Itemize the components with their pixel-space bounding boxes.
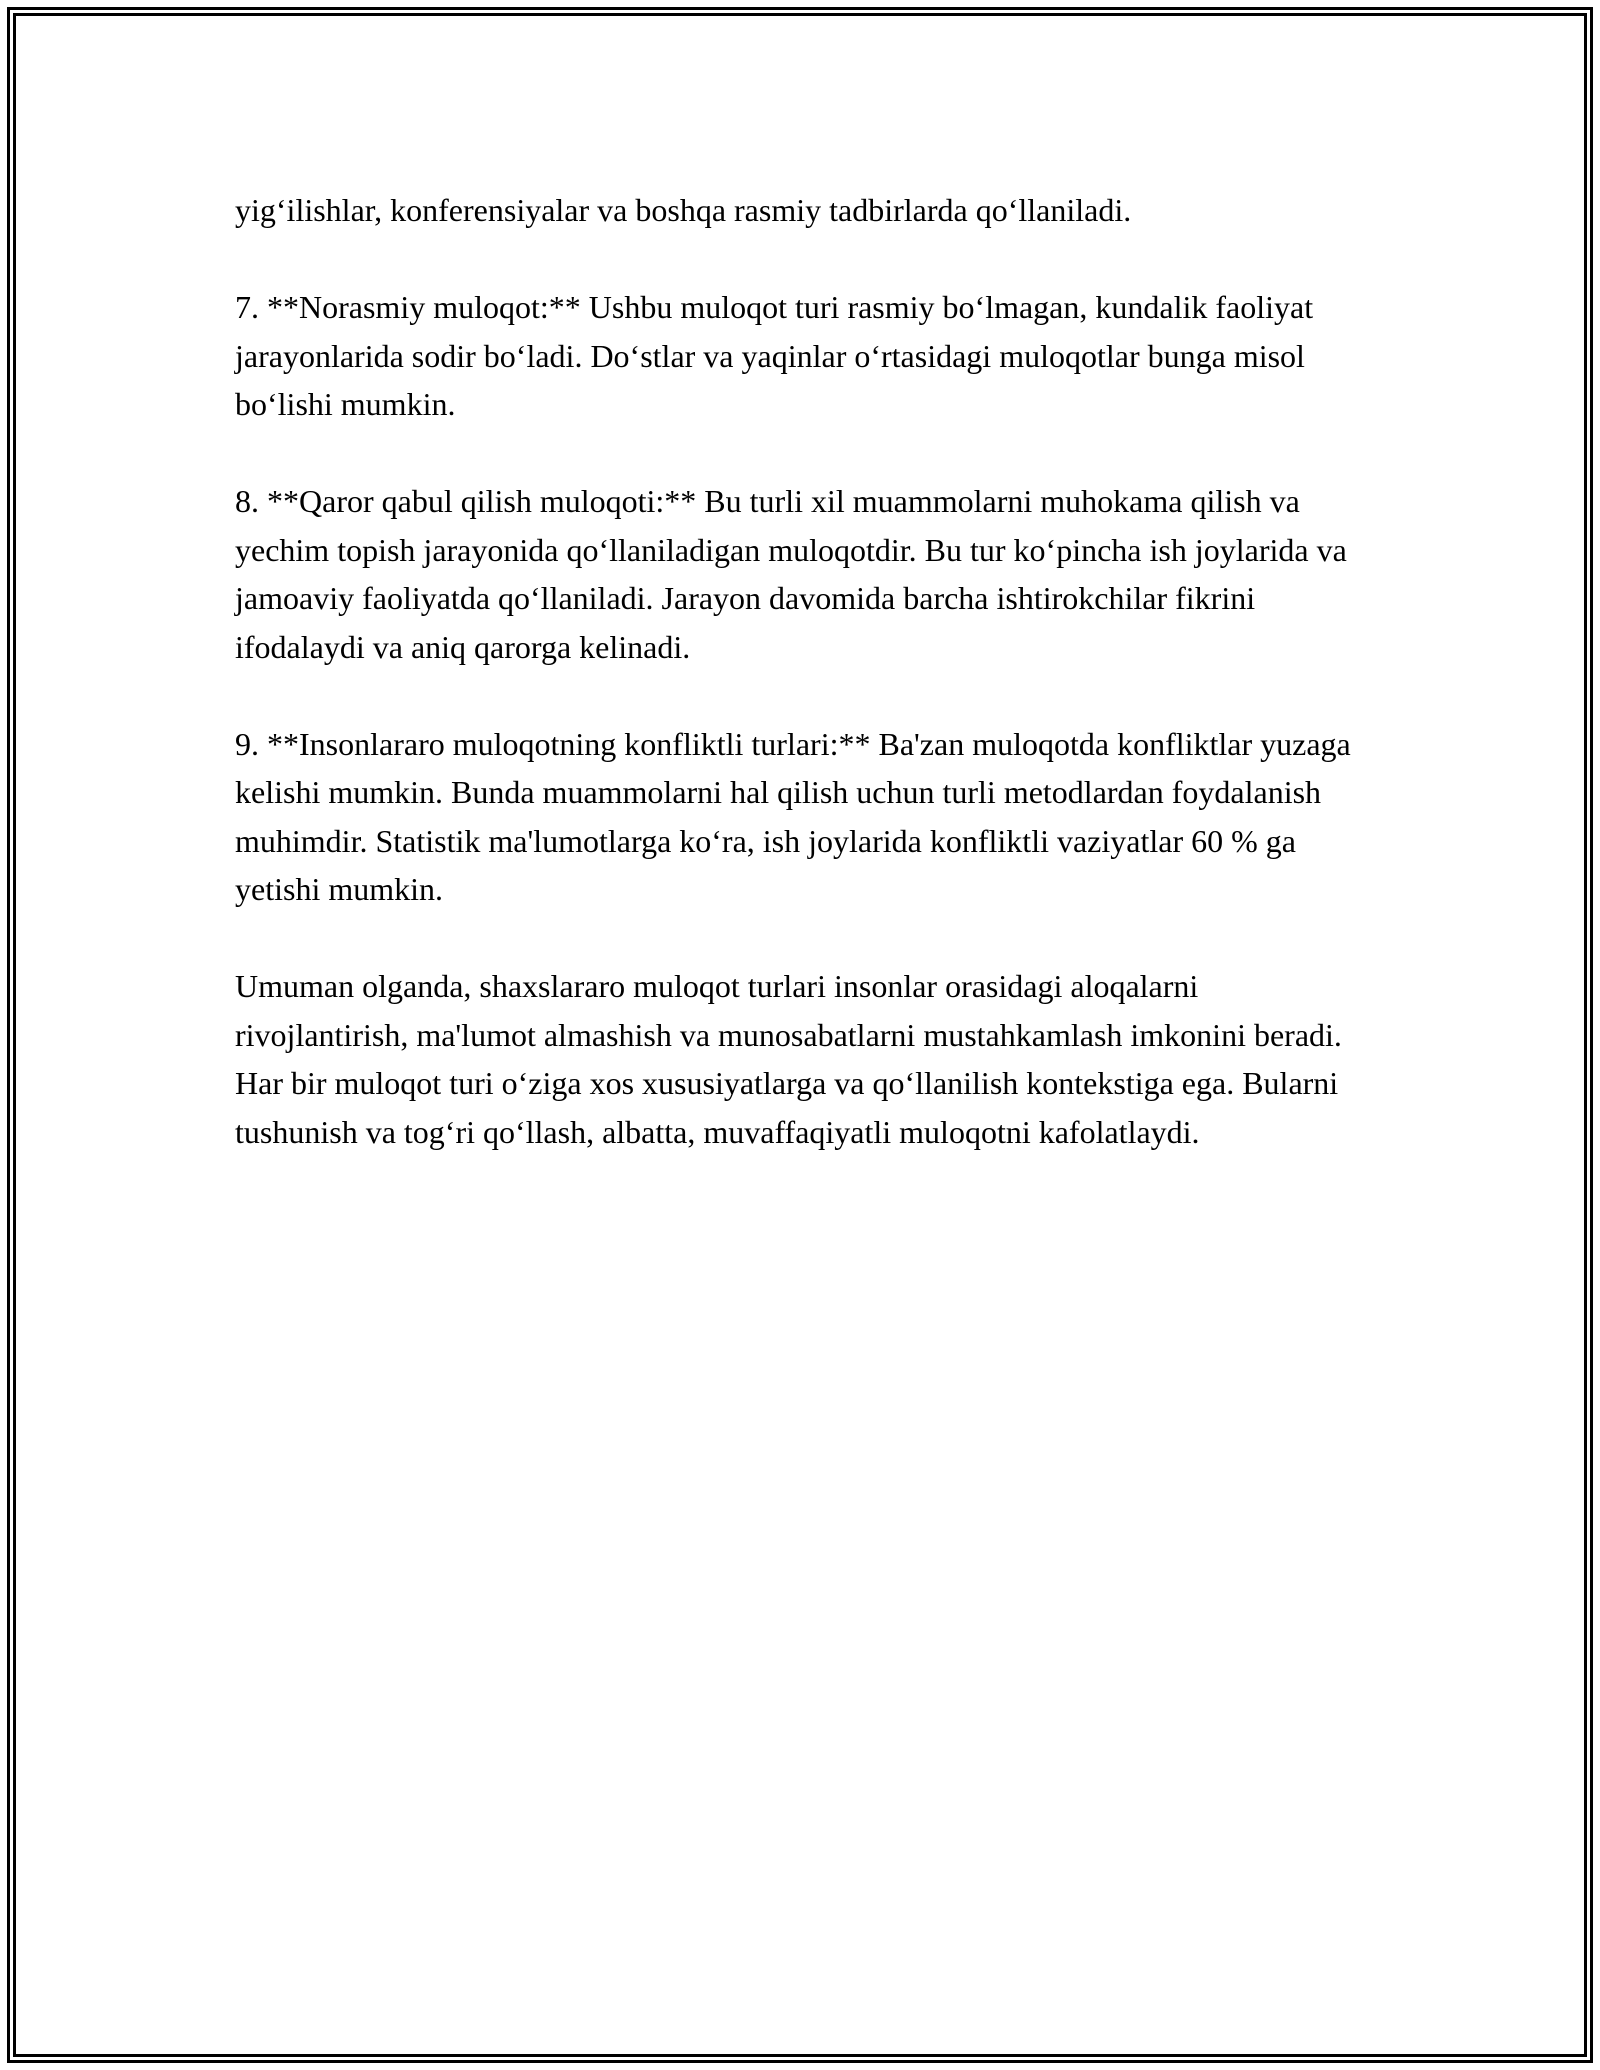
document-body	[235, 186, 1365, 1156]
paragraph-item-7: 7. **Norasmiy muloqot:** Ushbu muloqot turi rasmiy bo‘lmagan, kundalik faoliyat jarayonlarida sodir bo‘ladi. Do‘stlar va yaqinlar o‘rtasidagi muloqotlar bunga misol bo‘lishi mumkin.	[235, 289, 1314, 422]
paragraph-item-9: 9. **Insonlararo muloqotning konfliktli turlari:** Ba'zan muloqotda konfliktlar yuzaga kelishi mumkin. Bunda muammolarni hal qilish uchun turli metodlardan foydalanish muhimdir. Statistik ma'lumotlarga ko‘ra, ish joylarida konfliktli vaziyatlar 60 % ga yetishi mumkin.	[235, 725, 1351, 907]
paragraph-continuation: yig‘ilishlar, konferensiyalar va boshqa rasmiy tadbirlarda qo‘llaniladi.	[235, 192, 1132, 228]
paragraph-item-8: 8. **Qaror qabul qilish muloqoti:** Bu turli xil muammolarni muhokama qilish va yechim topish jarayonida qo‘llaniladigan muloqotdir. Bu tur ko‘pincha ish joylarida va jamoaviy faoliyatda qo‘llaniladi. Jarayon davomida barcha ishtirokchilar fikrini ifodalaydi va aniq qarorga kelinadi.	[235, 483, 1347, 665]
paragraph-conclusion: Umuman olganda, shaxslararo muloqot turlari insonlar orasidagi aloqalarni rivojlantirish, ma'lumot almashish va munosabatlarni mustahkamlash imkonini beradi. Har bir muloqot turi o‘ziga xos xususiyatlarga va qo‘llanilish kontekstiga ega. Bularni tushunish va tog‘ri qo‘llash, albatta, muvaffaqiyatli muloqotni kafolatlaydi.	[235, 968, 1342, 1150]
